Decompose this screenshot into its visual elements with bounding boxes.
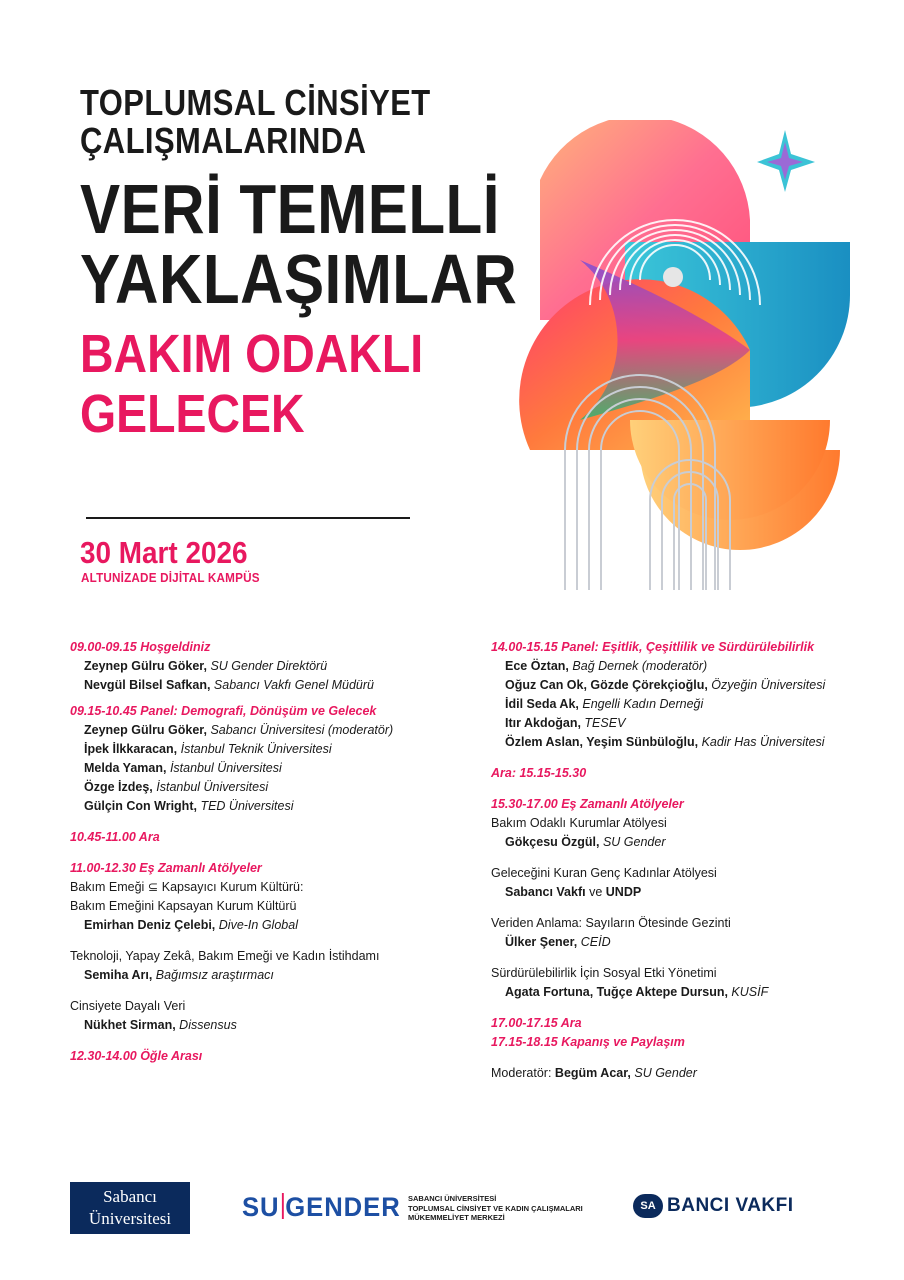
- session-time: 12.30-14.00 Öğle Arası: [70, 1049, 203, 1063]
- workshop-title: Sürdürülebilirlik İçin Sosyal Etki Yönetimi: [491, 966, 717, 980]
- speaker: İdil Seda Ak, Engelli Kadın Derneği: [505, 697, 704, 711]
- workshop-title: Bakım Odaklı Kurumlar Atölyesi: [491, 816, 667, 830]
- event-date: 30 Mart 2026: [80, 535, 248, 570]
- speaker: Agata Fortuna, Tuğçe Aktepe Dursun, KUSİF: [505, 985, 769, 999]
- speaker: Gülçin Con Wright, TED Üniversitesi: [84, 799, 294, 813]
- speaker: Özge İzdeş, İstanbul Üniversitesi: [84, 780, 269, 794]
- workshop-title: Geleceğini Kuran Genç Kadınlar Atölyesi: [491, 866, 717, 880]
- moderator-line: Moderatör: Begüm Acar, SU Gender: [491, 1066, 697, 1080]
- program-right-column: [491, 638, 881, 1083]
- event-venue: ALTUNİZADE DİJİTAL KAMPÜS: [81, 570, 260, 585]
- session-time: 14.00-15.15 Panel: Eşitlik, Çeşitlilik ve Sürdürülebilirlik: [491, 640, 815, 654]
- decorative-artwork: [510, 120, 850, 600]
- session-time: 17.00-17.15 Ara: [491, 1016, 582, 1030]
- speaker: Semiha Arı, Bağımsız araştırmacı: [84, 968, 274, 982]
- sparkle-icon: [757, 130, 815, 192]
- workshop-title: Cinsiyete Dayalı Veri: [70, 999, 186, 1013]
- speaker: Gökçesu Özgül, SU Gender: [505, 835, 666, 849]
- subtitle-line-1: BAKIM ODAKLI: [80, 324, 424, 384]
- title-line-3: VERİ TEMELLİ: [80, 170, 500, 248]
- title-line-2: ÇALIŞMALARINDA: [80, 120, 367, 161]
- speaker: Emirhan Deniz Çelebi, Dive-In Global: [84, 918, 298, 932]
- speaker: Zeynep Gülru Göker, SU Gender Direktörü: [84, 659, 328, 673]
- speaker: Itır Akdoğan, TESEV: [505, 716, 626, 730]
- speaker: Ülker Şener, CEİD: [505, 935, 611, 949]
- speaker: Sabancı Vakfı ve UNDP: [505, 885, 642, 899]
- poster-title-block: [80, 84, 550, 444]
- speaker: Zeynep Gülru Göker, Sabancı Üniversitesi (moderatör): [84, 723, 394, 737]
- session-time: Ara: 15.15-15.30: [491, 766, 587, 780]
- session-time: 09.15-10.45 Panel: Demografi, Dönüşüm ve Gelecek: [70, 704, 377, 718]
- session-time: 11.00-12.30 Eş Zamanlı Atölyeler: [70, 861, 262, 875]
- su-gender-logo: SU GENDER SABANCI ÜNİVERSİTESİ TOPLUMSAL CİNSİYET VE KADIN ÇALIŞMALARI MÜKEMMELİYET MERKEZİ: [242, 1192, 583, 1222]
- session-time: 15.30-17.00 Eş Zamanlı Atölyeler: [491, 797, 684, 811]
- speaker: Nükhet Sirman, Dissensus: [84, 1018, 237, 1032]
- workshop-title: Bakım Emeği ⊆ Kapsayıcı Kurum Kültürü:: [70, 880, 304, 894]
- speaker: Ece Öztan, Bağ Dernek (moderatör): [505, 659, 708, 673]
- sabanci-university-logo: Sabancı Üniversitesi: [70, 1182, 190, 1234]
- speaker: İpek İlkkaracan, İstanbul Teknik Üniversitesi: [84, 742, 332, 756]
- title-line-1: TOPLUMSAL CİNSİYET: [80, 82, 431, 123]
- logo-bar: Sabancı Üniversitesi SU GENDER SABANCI ÜNİVERSİTESİ TOPLUMSAL CİNSİYET VE KADIN ÇALIŞMALARI MÜKEMMELİYET MERKEZİ SA BANCI VAKFI: [0, 1170, 904, 1240]
- workshop-title: Veriden Anlama: Sayıların Ötesinde Gezinti: [491, 916, 731, 930]
- session-time: 17.15-18.15 Kapanış ve Paylaşım: [491, 1035, 685, 1049]
- subtitle-line-2: GELECEK: [80, 384, 305, 444]
- session-time: 10.45-11.00 Ara: [70, 830, 160, 844]
- workshop-title: Teknoloji, Yapay Zekâ, Bakım Emeği ve Kadın İstihdamı: [70, 949, 380, 963]
- program-left-column: [70, 638, 470, 1066]
- session-time: 09.00-09.15 Hoşgeldiniz: [70, 640, 211, 654]
- speaker: Nevgül Bilsel Safkan, Sabancı Vakfı Genel Müdürü: [84, 678, 374, 692]
- workshop-title: Bakım Emeğini Kapsayan Kurum Kültürü: [70, 899, 297, 913]
- header-divider: [86, 517, 410, 519]
- speaker: Melda Yaman, İstanbul Üniversitesi: [84, 761, 282, 775]
- speaker: Özlem Aslan, Yeşim Sünbüloğlu, Kadir Has Üniversitesi: [505, 735, 825, 749]
- title-line-4: YAKLAŞIMLAR: [80, 240, 518, 318]
- speaker: Oğuz Can Ok, Gözde Çörekçioğlu, Özyeğin Üniversitesi: [505, 678, 826, 692]
